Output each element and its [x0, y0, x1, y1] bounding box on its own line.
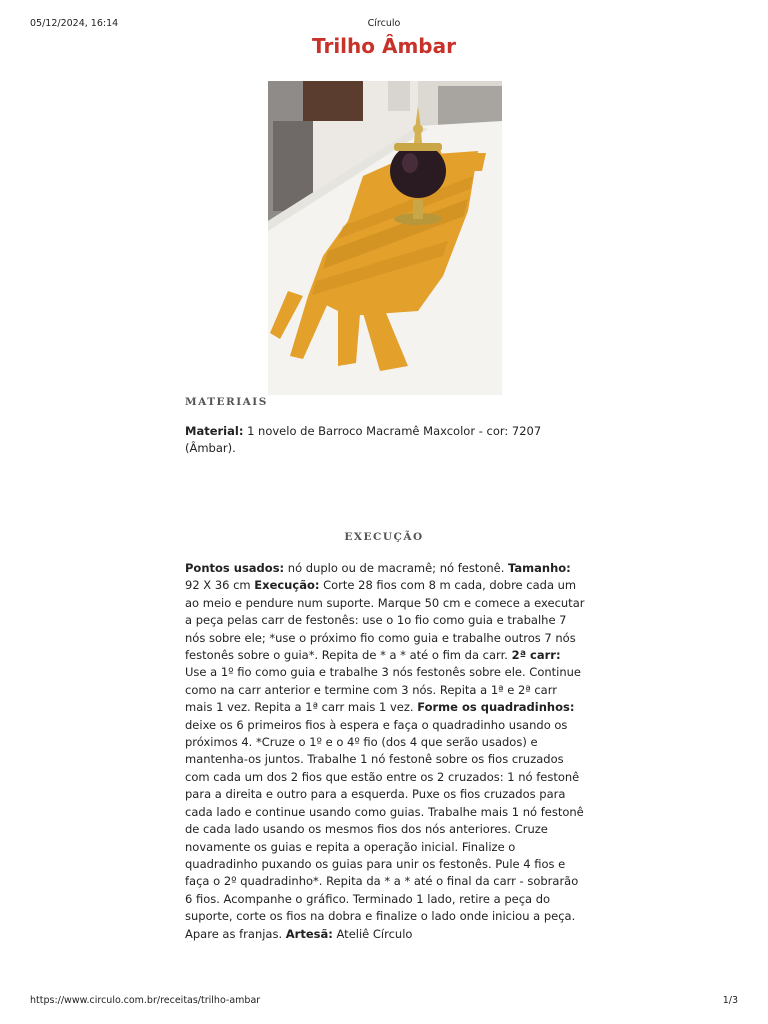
print-site-name: Círculo [367, 18, 401, 29]
tamanho-text: 92 X 36 cm [185, 578, 255, 593]
carr2-text: Use a 1º fio como guia e trabalhe 3 nós festonês sobre ele. Continue como na carr anterior e termine com 3 nós. Repita a 1ª e 2ª carr mais 1 vez. Repita a 1ª carr mais 1 vez. [185, 665, 581, 715]
print-url: https://www.circulo.com.br/receitas/trilho-ambar [30, 995, 261, 1006]
print-datetime: 05/12/2024, 16:14 [30, 18, 119, 29]
execucao-text: Corte 28 fios com 8 m cada, dobre cada um ao meio e pendure num suporte. Marque 50 cm e comece a executar a peça pelas carr de festonês: use o 1o fio como guia e trabalhe 7 nós sobre ele; *use o próximo fio como guia e trabalhe outros 7 nós festonês sobre o guia*. Repita de * a * até o fim da carr. [185, 578, 585, 663]
artesa-text: Ateliê Círculo [332, 926, 413, 941]
artesa-label: Artesã: [285, 926, 333, 941]
execucao-label: Execução: [254, 578, 320, 593]
carr2-label: 2ª carr: [511, 648, 561, 663]
pontos-label: Pontos usados: [185, 561, 285, 575]
page-title: Trilho Âmbar [312, 34, 456, 58]
execution-paragraph [185, 560, 585, 943]
pontos-text: nó duplo ou de macramê; nó festonê. [284, 561, 509, 575]
material-text: 1 novelo de Barroco Macramê Maxcolor - cor: 7207 (Âmbar). [185, 424, 542, 456]
tamanho-label: Tamanho: [508, 561, 571, 575]
materials-heading: MATERIAIS [185, 396, 268, 408]
quadradinhos-label: Forme os quadradinhos: [417, 700, 575, 715]
execution-heading: EXECUÇÃO [344, 531, 424, 543]
quadradinhos-text: deixe os 6 primeiros fios à espera e faça o quadradinho usando os próximos 4. *Cruze o 1º e o 4º fio (dos 4 que serão usados) e mantenha-os juntos. Trabalhe 1 nó festonê sobre os fios cruzados com cada um dos 2 fios que estão entre os 2 cruzados: 1 nó festonê para a direita e outro para a esquerda. Puxe os fios cruzados para cada lado e continue usando como guias. Trabalhe mais 1 nó festonê de cada lado usando os mesmos fios dos nós anteriores. Cruze novamente os guias e repita a operação inicial. Finalize o quadradinho puxando os guias para unir os festonês. Pule 4 fios e faça o 2º quadradinho*. Repita da * a * até o final da carr - sobrarão 6 fios. Acompanhe o gráfico. Terminado 1 lado, retire a peça do suporte, corte os fios na dobra e finalize o lado onde iniciou a peça. Apare as franjas. [185, 717, 584, 941]
material-label: Material: [185, 424, 244, 438]
materials-paragraph [185, 423, 585, 458]
page-number: 1/3 [722, 995, 738, 1006]
table-runner-photo [268, 81, 502, 395]
